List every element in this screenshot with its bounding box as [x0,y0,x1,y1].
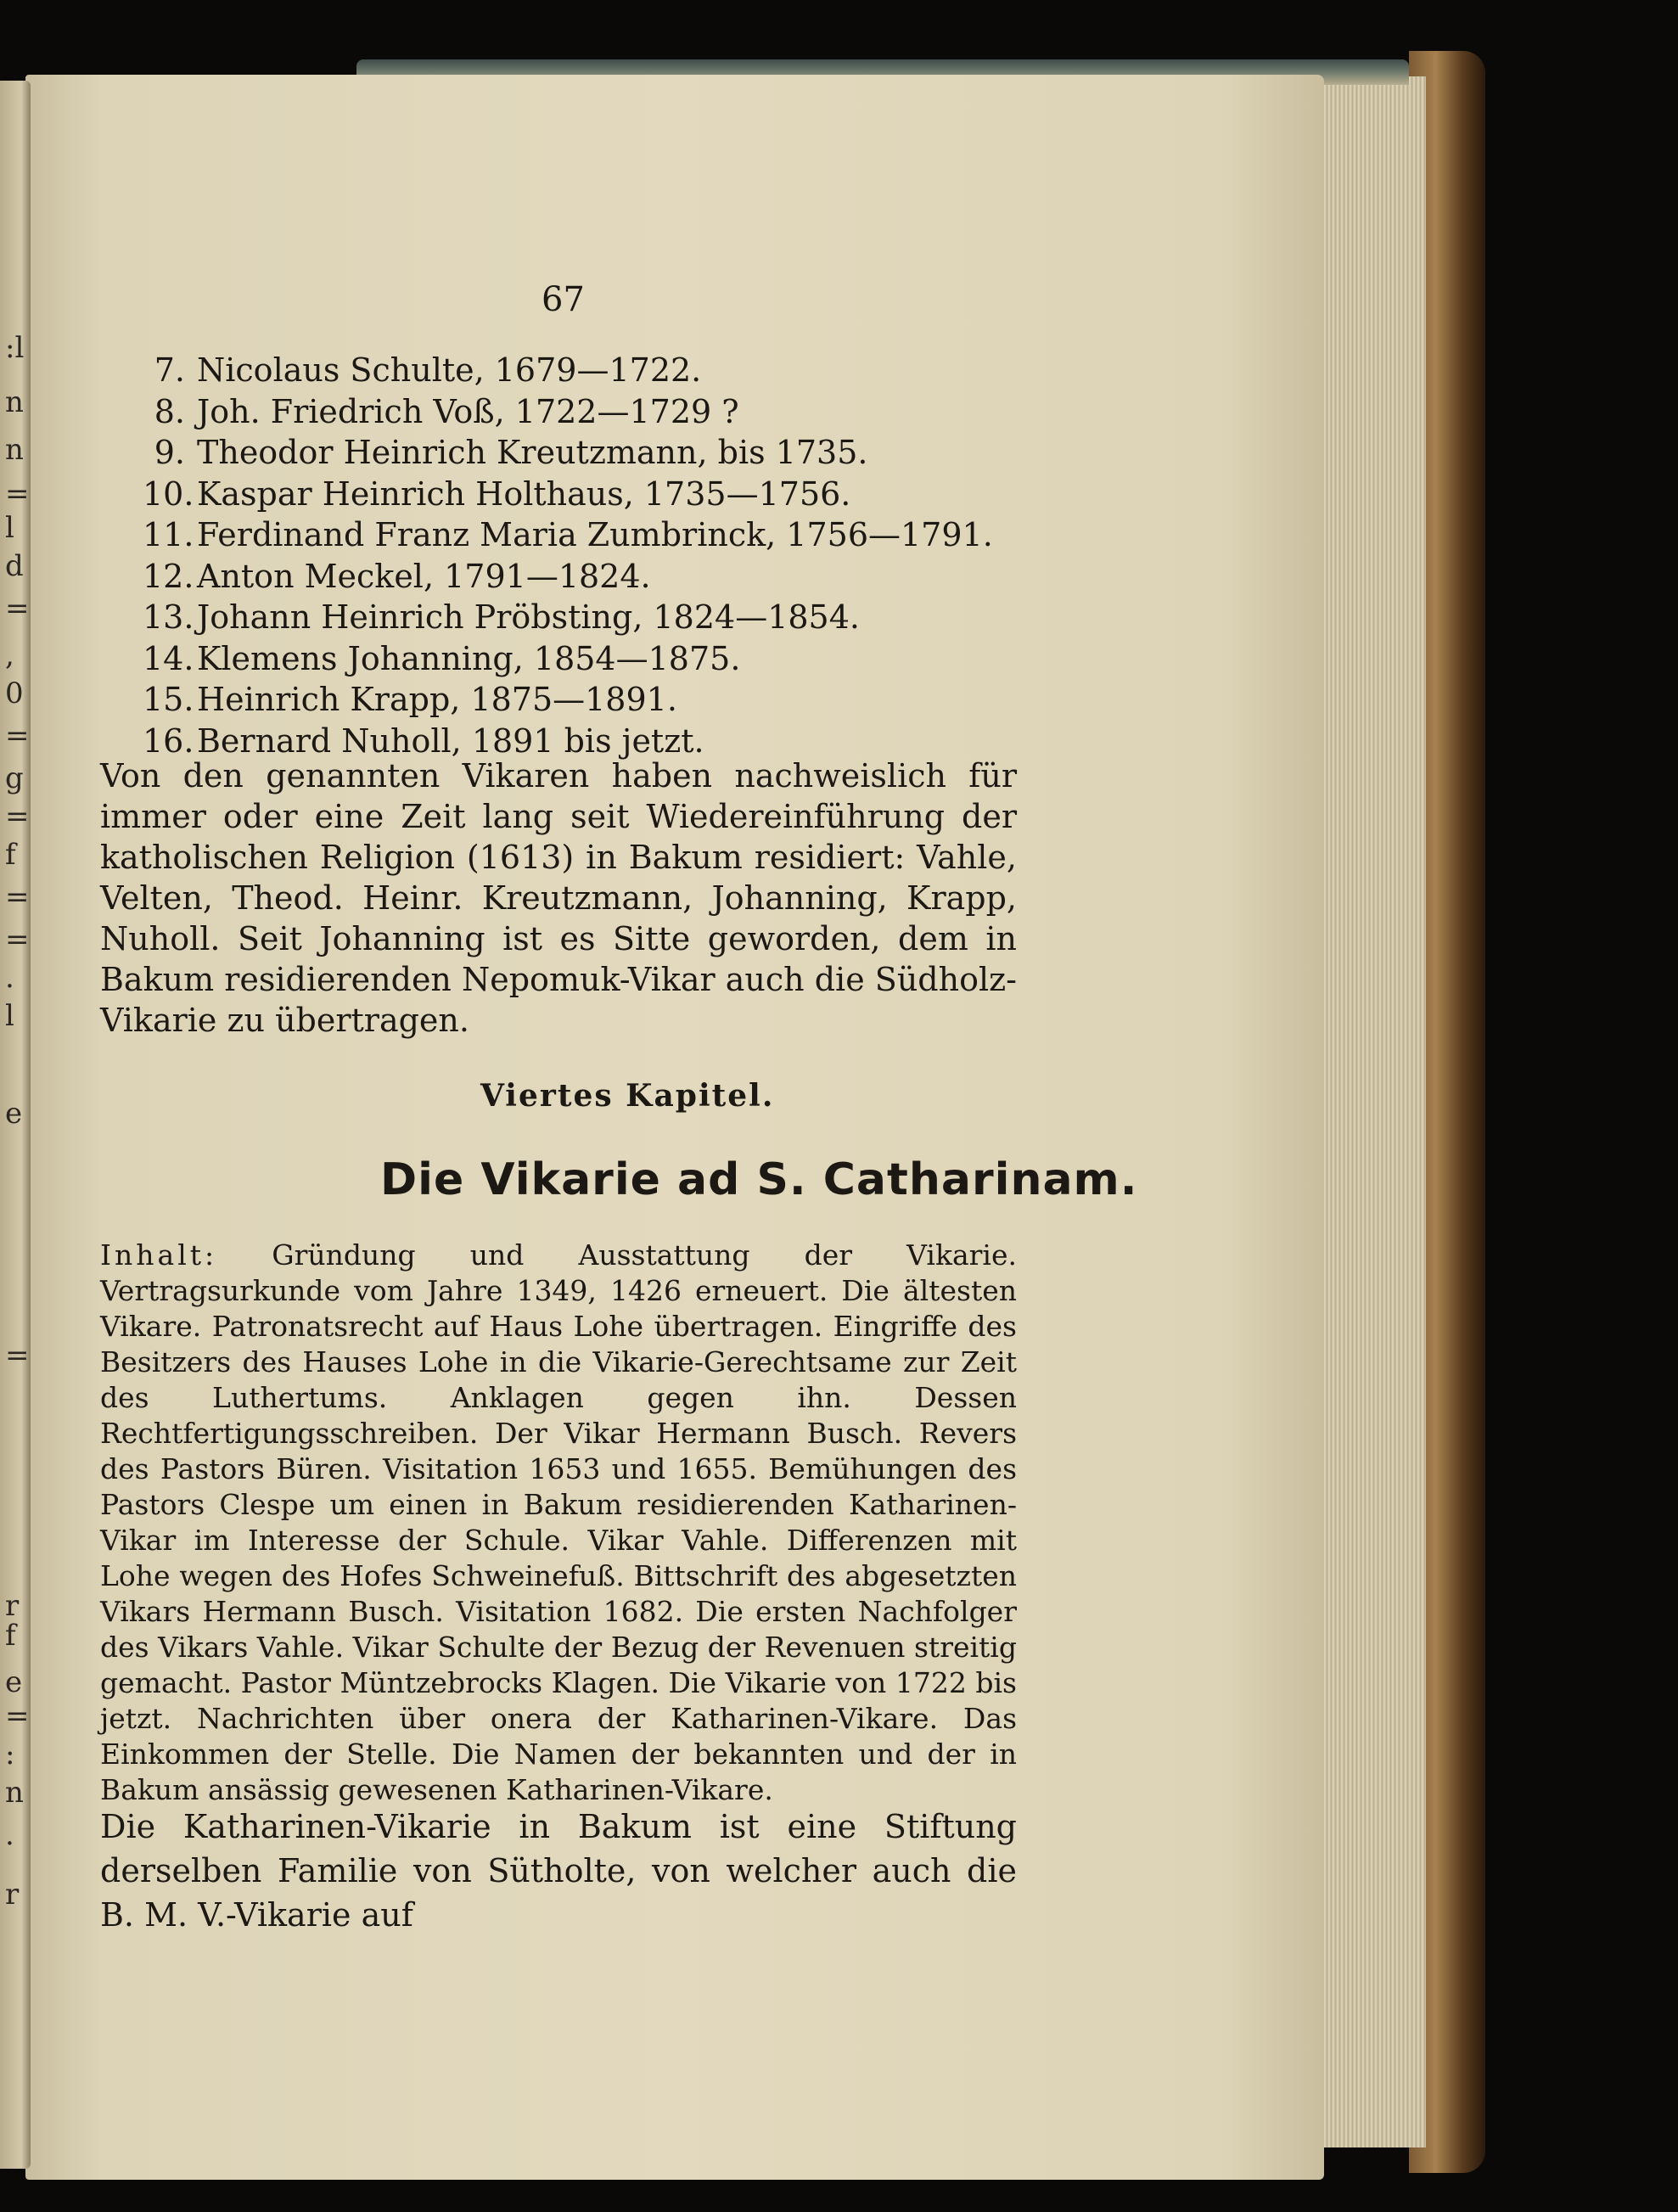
list-item-number: 15. [143,681,194,718]
margin-glyph: f [5,838,16,872]
list-item [143,638,993,680]
margin-glyph: g [5,761,24,795]
facing-page-edge [0,81,31,2169]
margin-glyph: = [5,800,30,834]
chapter-label: Viertes Kapitel. [480,1078,775,1114]
margin-glyph: = [5,592,30,626]
list-item-text: Anton Meckel, 1791—1824. [197,557,651,595]
margin-glyph: = [5,1339,30,1373]
list-item-text: Kaspar Heinrich Holthaus, 1735—1756. [197,474,851,513]
margin-glyph: f [5,1619,16,1653]
list-item [143,391,993,433]
list-item-text: Joh. Friedrich Voß, 1722—1729 ? [197,392,739,430]
list-item [143,514,993,556]
list-item [143,432,993,474]
margin-glyph: = [5,880,30,914]
list-item-text: Ferdinand Franz Maria Zumbrinck, 1756—1791. [197,516,993,553]
margin-glyph: = [5,923,30,957]
list-item-number: 10. [143,474,194,513]
list-item-text: Theodor Heinrich Kreutzmann, bis 1735. [197,434,868,471]
list-item-text: Bernard Nuholl, 1891 bis jetzt. [197,721,704,760]
margin-glyph: : [5,1738,15,1771]
list-item [143,474,993,515]
list-item-text: Klemens Johanning, 1854—1875. [197,639,741,677]
list-item-text: Heinrich Krapp, 1875—1891. [197,681,677,718]
margin-glyph: r [5,1878,20,1912]
book-fore-edge [1307,76,1426,2147]
list-item-number: 11. [143,516,194,553]
list-item-number: 12. [143,557,194,595]
list-item-text: Nicolaus Schulte, 1679—1722. [197,351,702,389]
margin-glyph: . [5,961,14,995]
list-item [143,556,993,598]
body-paragraph: Von den genannten Vikaren haben nachweislich für immer oder eine Zeit lang seit Wiedereinführung der katholischen Religion (1613) in Bakum residiert: Vahle, Velten, Theod. Heinr. Kreutzmann, Johanning, Krapp, Nuholl. Seit Johanning ist es Sitte geworden, dem in Bakum residierenden Nepomuk-Vikar auch die Südholz-Vikarie zu übertragen. [100,757,1017,1039]
margin-glyph: n [5,1776,24,1810]
vicar-list [143,350,993,761]
margin-glyph: . [5,1818,14,1852]
margin-glyph: = [5,1699,30,1733]
margin-glyph: l [5,511,14,545]
list-item-number: 14. [143,639,194,677]
margin-glyph: = [5,719,30,753]
margin-glyph: e [5,1665,23,1699]
list-item [143,679,993,721]
summary-lead: Inhalt: [100,1238,218,1272]
list-item-text: Johann Heinrich Pröbsting, 1824—1854. [197,598,860,636]
list-item [143,597,993,638]
list-item-number: 7. [154,351,185,389]
margin-glyph: 0 [5,677,24,710]
list-item-number: 13. [143,598,194,636]
margin-glyph: :l [5,331,25,365]
list-item-number: 9. [154,434,185,471]
margin-glyph: , [5,638,14,672]
chapter-summary [100,1238,1017,1808]
body-paragraph: Die Katharinen-Vikarie in Bakum ist eine Stiftung derselben Familie von Sütholte, von welcher auch die B. M. V.-Vikarie auf [100,1808,1017,1934]
summary-text: Gründung und Ausstattung der Vikarie. Vertragsurkunde vom Jahre 1349, 1426 erneuert. Die ältesten Vikare. Patronatsrecht auf Haus Lohe übertragen. Eingriffe des Besitzers des Hauses Lohe in die Vikarie-Gerechtsame zur Zeit des Luthertums. Anklagen gegen ihn. Dessen Rechtfertigungsschreiben. Der Vikar Hermann Busch. Revers des Pastors Büren. Visitation 1653 und 1655. Bemühungen des Pastors Clespe um einen in Bakum residierenden Katharinen-Vikar im Interesse der Schule. Vikar Vahle. Differenzen mit Lohe wegen des Hofes Schweinefuß. Bittschrift des abgesetzten Vikars Hermann Busch. Visitation 1682. Die ersten Nachfolger des Vikars Vahle. Vikar Schulte der Bezug der Revenuen streitig gemacht. Pastor Müntzebrocks Klagen. Die Vikarie von 1722 bis jetzt. Nachrichten über onera der Katharinen-Vikare. Das Einkommen der Stelle. Die Namen der bekannten und der in Bakum ansässig gewesenen Katharinen-Vikare. [100,1238,1017,1806]
margin-glyph: n [5,385,24,419]
margin-glyph: l [5,999,14,1033]
margin-glyph: d [5,549,24,583]
page-number: 67 [542,280,585,319]
list-item-number: 16. [143,721,194,760]
margin-glyph: n [5,433,24,467]
margin-glyph: = [5,477,30,511]
margin-glyph: r [5,1589,20,1623]
chapter-title: Die Vikarie ad S. Catharinam. [380,1154,1138,1205]
list-item-number: 8. [154,392,185,430]
margin-glyph: e [5,1097,23,1131]
list-item [143,350,993,391]
